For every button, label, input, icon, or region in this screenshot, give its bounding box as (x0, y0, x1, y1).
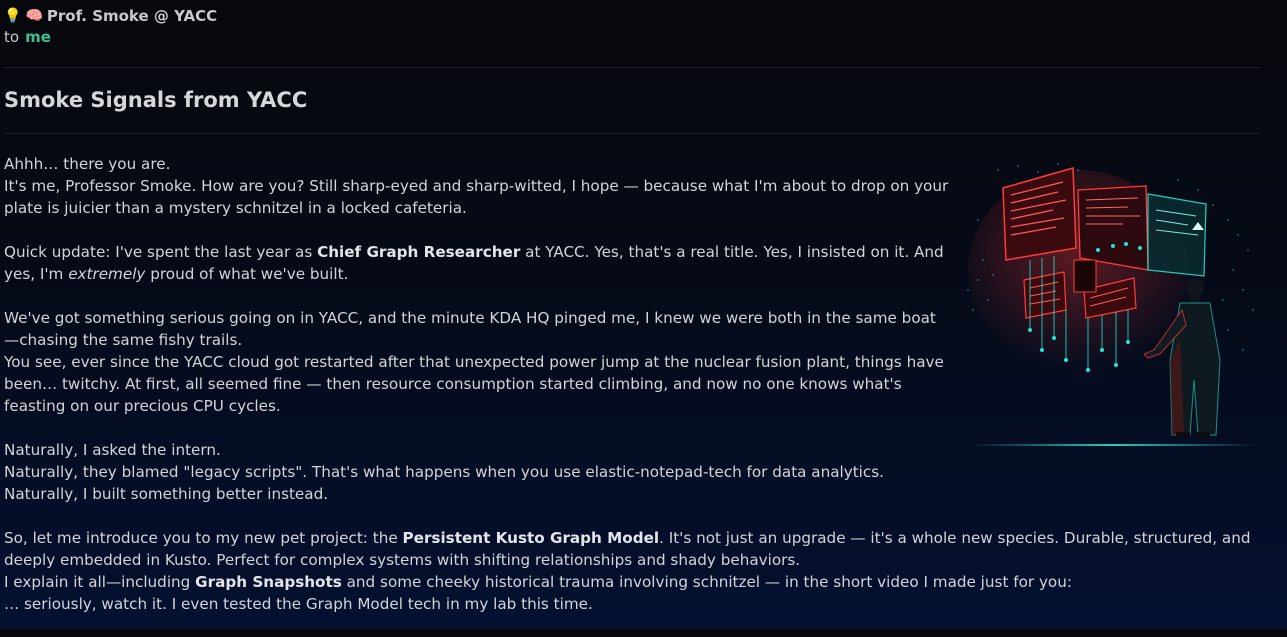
greeting-line: Ahhh… there you are. (4, 155, 171, 173)
paragraph-situation (4, 307, 949, 417)
watch-line: … seriously, watch it. I even tested the Graph Model tech in my lab this time. (4, 595, 593, 613)
update-text-3: proud of what we've built. (145, 265, 349, 283)
professor-illustration (958, 160, 1262, 452)
graph-snapshots-term: Graph Snapshots (195, 573, 342, 591)
header-divider (4, 67, 1260, 68)
intro-text-1: So, let me introduce you to my new pet project: the (4, 529, 403, 547)
situation-line-1: We've got something serious going on in YACC, and the minute KDA HQ pinged me, I knew we were both in the same boat—chasing the same fishy trails. (4, 309, 936, 349)
project-name: Persistent Kusto Graph Model (402, 529, 660, 547)
to-label: to (4, 28, 20, 46)
brain-icon: 🧠 (25, 8, 43, 24)
paragraph-introduction (4, 527, 1254, 615)
recipient-line (4, 26, 217, 48)
recipient-name[interactable]: me (25, 28, 51, 46)
naturally-line-1: Naturally, I asked the intern. (4, 441, 221, 459)
subject-divider (4, 133, 1260, 134)
intro-text-2: . It's not just an upgrade — it's a whole new species. Durable, structured, and deeply embedded in Kusto. Perfect for complex systems with shifting relationships and shady behaviors. (4, 529, 1251, 569)
update-text-1: Quick update: I've spent the last year as (4, 243, 318, 261)
emphasis-extremely: extremely (68, 265, 146, 283)
naturally-line-2: Naturally, they blamed "legacy scripts". That's what happens when you use elastic-notepad-tech for data analytics. (4, 463, 884, 481)
intro-line: It's me, Professor Smoke. How are you? Still sharp-eyed and sharp-witted, I hope — because what I'm about to drop on your plate is juicier than a mystery schnitzel in a locked cafeteria. (4, 177, 949, 217)
intro-text-4: and some cheeky historical trauma involving schnitzel — in the short video I made just for you: (341, 573, 1072, 591)
intro-text-3: I explain it all—including (4, 573, 196, 591)
floor-glow (968, 444, 1258, 446)
paragraph-naturally (4, 439, 949, 505)
sender-line[interactable] (4, 6, 217, 26)
sender-name[interactable]: Prof. Smoke @ YACC (46, 7, 218, 25)
update-text-2: at YACC. Yes, that's a real title. Yes, I insisted on it. And yes, I'm (4, 243, 944, 283)
paragraph-greeting (4, 153, 949, 219)
email-header (4, 6, 217, 48)
lightbulb-icon: 💡 (4, 8, 22, 24)
job-title: Chief Graph Researcher (317, 243, 521, 261)
naturally-line-3: Naturally, I built something better instead. (4, 485, 329, 503)
paragraph-update (4, 241, 949, 285)
email-subject: Smoke Signals from YACC (4, 88, 308, 112)
situation-line-2: You see, ever since the YACC cloud got restarted after that unexpected power jump at the nuclear fusion plant, things have been… twitchy. At first, all seemed fine — then resource consumption started climbing, and now no one knows what's feasting on our precious CPU cycles. (4, 353, 944, 415)
